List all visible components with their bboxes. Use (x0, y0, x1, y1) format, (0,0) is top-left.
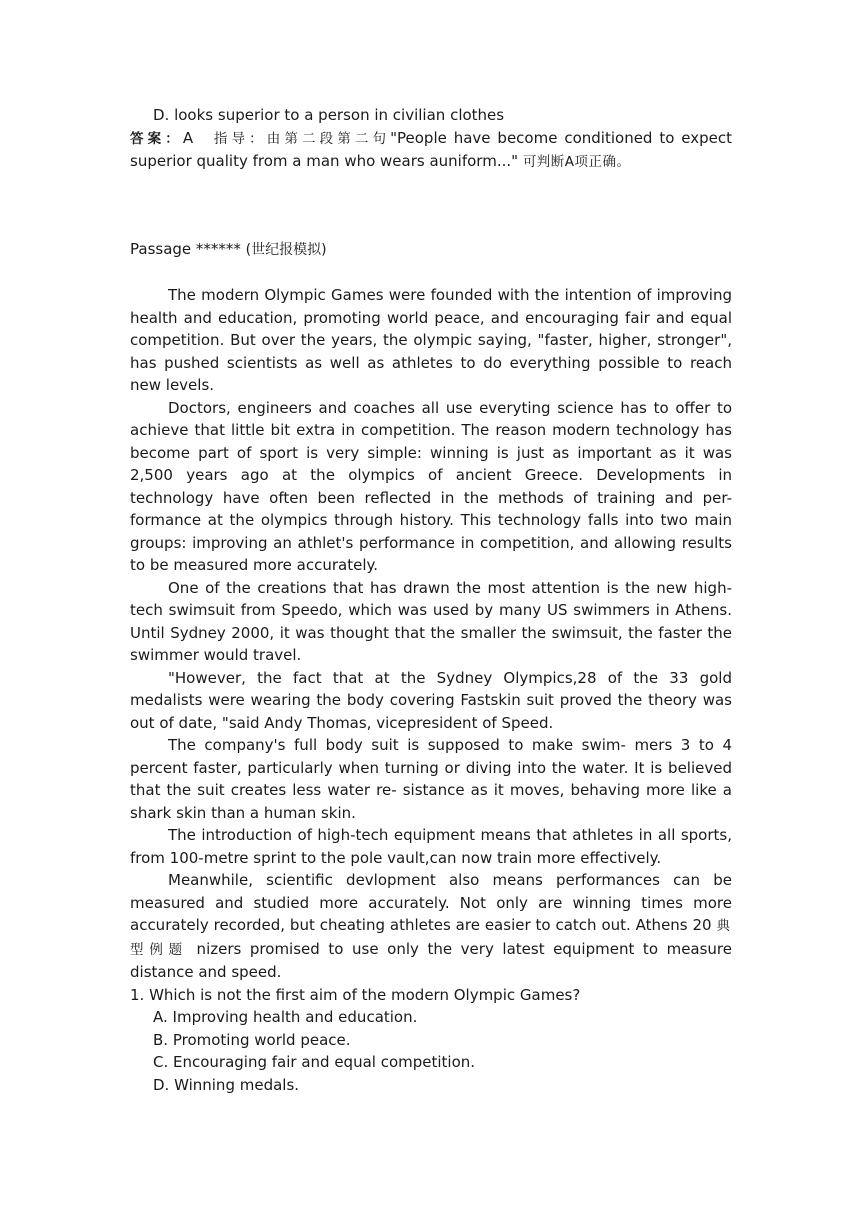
passage-source: (世纪报模拟) (245, 242, 327, 258)
guide-quote: "People have become conditioned to expect superior quality from a man who wears auniform..." (130, 128, 733, 170)
guide-label: 指导：由第二段第二句 (213, 130, 391, 147)
question-option-a: A. Improving health and education. (153, 1008, 418, 1026)
passage-body (130, 284, 732, 1096)
guide-conclusion: 可判断A项正确。 (522, 154, 631, 170)
passage-paragraph: "However, the fact that at the Sydney Olympics,28 of the 33 gold medalists were wearing the body covering Fastskin suit proved the theory was out of date, "said Andy Thomas, vicepresident of Speed. (130, 668, 732, 732)
passage-title-text: Passage ****** (130, 240, 246, 258)
last-paragraph-tail: nizers promised to use only the very latest equipment to measure distance and speed. (130, 939, 733, 981)
question-stem: 1. Which is not the first aim of the modern Olympic Games? (130, 985, 581, 1004)
answer-letter: A (182, 128, 194, 147)
document-page (130, 104, 733, 1094)
passage-paragraph: The modern Olympic Games were founded with the intention of improving health and education, promoting world peace, and encouraging fair and equal competition. But over the years, the olympic saying, "faster, higher, stronger", has pushed scientists as well as athletes to do everything possible to reach new levels. (130, 286, 732, 394)
question-option-d: D. Winning medals. (153, 1075, 300, 1094)
question-option-b: B. Promoting world peace. (153, 1030, 351, 1049)
last-paragraph-cjk: 典型例题 (130, 918, 732, 958)
answer-block (130, 127, 732, 174)
passage-paragraph: The introduction of high-tech equipment means that athletes in all sports, from 100-metre sprint to the pole vault,can now train more effectively. (130, 826, 732, 867)
last-paragraph-main: Meanwhile, scientific devlopment also means performances can be measured and studied more accurately. Not only are winning times more accurately recorded, but cheating athletes are easier to catch out. Athens 20 (130, 871, 732, 934)
question-option-c: C. Encouraging fair and equal competition. (153, 1053, 476, 1071)
passage-paragraph-last (130, 869, 732, 984)
previous-option-d: D. looks superior to a person in civilian clothes (153, 106, 505, 124)
passage-paragraph: The company's full body suit is supposed to make swim- mers 3 to 4 percent faster, particularly when turning or diving into the water. It is believed that the suit creates less water re- sistance as it moves, behaving more like a shark skin than a human skin. (130, 736, 732, 822)
answer-label: 答案： (130, 130, 183, 147)
passage-paragraph: Doctors, engineers and coaches all use everyting science has to offer to achieve that little bit extra in competition. The reason modern technology has become part of sport is very simple: winning is just as important as it was 2,500 years ago at the olympics of ancient Greece. Developments in technology have often been reflected in the methods of training and per- formance at the olympics through history. This technology falls into two main groups: improving an athlet's performance in competition, and allowing results to be measured more accurately. (130, 398, 732, 574)
passage-paragraph: One of the creations that has drawn the most attention is the new high-tech swimsuit from Speedo, which was used by many US swimmers in Athens. Until Sydney 2000, it was thought that the smaller the swimsuit, the faster the swimmer would travel. (130, 578, 732, 664)
passage-title (130, 238, 327, 262)
